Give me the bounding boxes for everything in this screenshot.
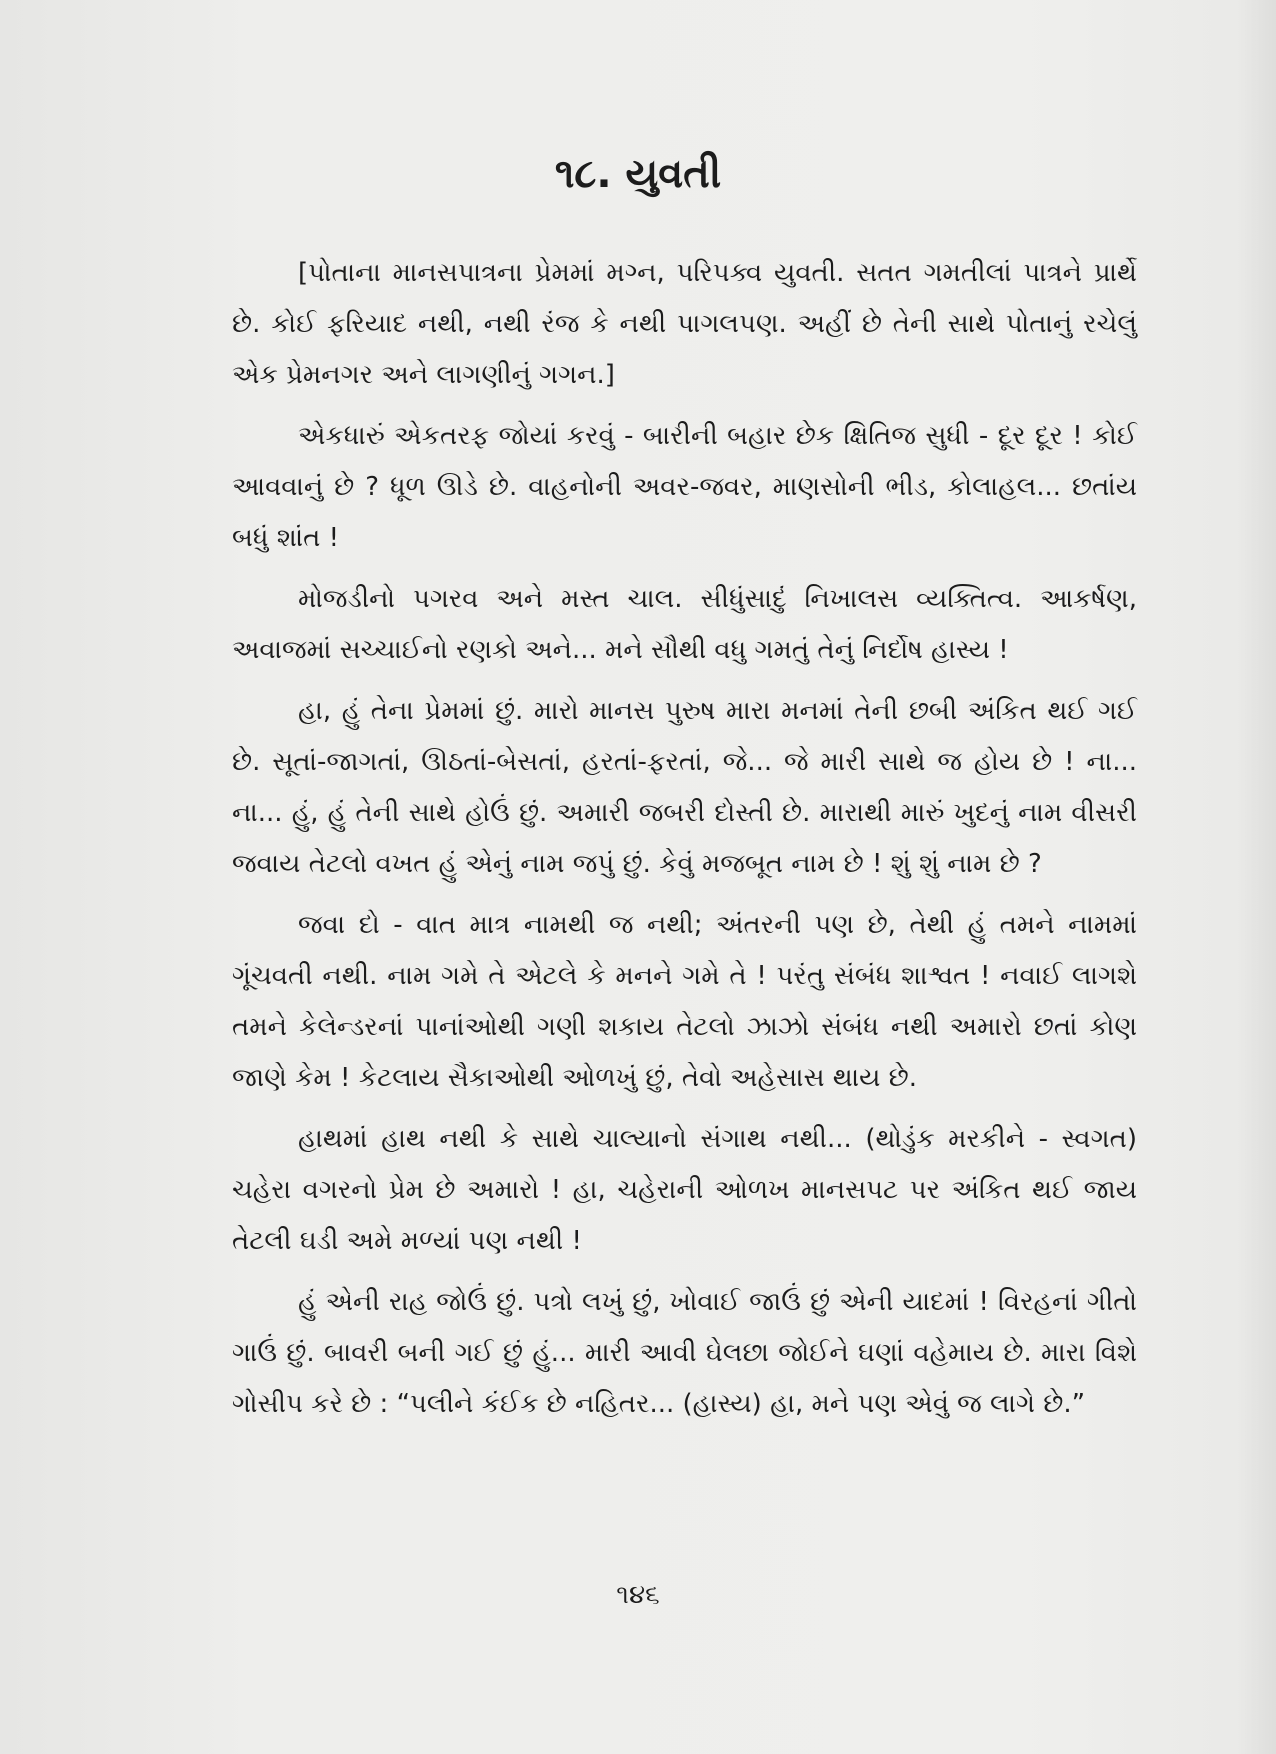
body-paragraph: હું એની રાહ જોઉં છું. પત્રો લખું છું, ખોવાઈ જાઉં છું એની યાદમાં ! વિરહનાં ગીતો ગાઉં છું. બાવરી બની ગઈ છું હું... મારી આવી ઘેલછા જોઈને ઘણાં વહેમાય છે. મારા વિશે ગોસીપ કરે છે : “પલીને કંઈક છે નહિતર... (હાસ્ય) હા, મને પણ એવું જ લાગે છે.” [232,1287,1137,1419]
body-paragraph: જવા દો - વાત માત્ર નામથી જ નથી; અંતરની પણ છે, તેથી હું તમને નામમાં ગૂંચવતી નથી. નામ ગમે તે એટલે કે મનને ગમે તે ! પરંતુ સંબંધ શાશ્વત ! નવાઈ લાગશે તમને કેલેન્ડરનાં પાનાંઓથી ગણી શકાય તેટલો ઝાઝો સંબંધ નથી અમારો છતાં કોણ જાણે કેમ ! કેટલાય સૈકાઓથી ઓળખું છું, તેવો અહેસાસ થાય છે. [232,910,1137,1093]
body-text [232,248,1137,1440]
body-paragraph: હા, હું તેના પ્રેમમાં છું. મારો માનસ પુરુષ મારા મનમાં તેની છબી અંકિત થઈ ગઈ છે. સૂતાં-જાગતાં, ઊઠતાં-બેસતાં, હરતાં-ફરતાં, જે... જે મારી સાથે જ હોય છે ! ના... ના... હું, હું તેની સાથે હોઉં છું. અમારી જબરી દોસ્તી છે. મારાથી મારું ખુદનું નામ વીસરી જવાય તેટલો વખત હું એનું નામ જપું છું. કેવું મજબૂત નામ છે ! શું શું નામ છે ? [232,696,1137,879]
body-paragraph: મોજડીનો પગરવ અને મસ્ત ચાલ. સીધુંસાદું નિખાલસ વ્યક્તિત્વ. આકર્ષણ, અવાજમાં સચ્ચાઈનો રણકો અને... મને સૌથી વધુ ગમતું તેનું નિર્દોષ હાસ્ય ! [232,584,1137,665]
body-paragraph: એકધારું એકતરફ જોયાં કરવું - બારીની બહાર છેક ક્ષિતિજ સુધી - દૂર દૂર ! કોઈ આવવાનું છે ? ધૂળ ઊડે છે. વાહનોની અવર-જવર, માણસોની ભીડ, કોલાહલ... છતાંય બધું શાંત ! [232,421,1137,553]
intro-paragraph: [પોતાના માનસપાત્રના પ્રેમમાં મગ્ન, પરિપક્વ યુવતી. સતત ગમતીલાં પાત્રને પ્રાર્થે છે. કોઈ ફરિયાદ નથી, નથી રંજ કે નથી પાગલપણ. અહીં છે તેની સાથે પોતાનું રચેલું એક પ્રેમનગર અને લાગણીનું ગગન.] [232,258,1137,390]
page-number: ૧૪૬ [616,1580,660,1610]
body-paragraph: હાથમાં હાથ નથી કે સાથે ચાલ્યાનો સંગાથ નથી... (થોડુંક મરકીને - સ્વગત) ચહેરા વગરનો પ્રેમ છે અમારો ! હા, ચહેરાની ઓળખ માનસપટ પર અંકિત થઈ જાય તેટલી ઘડી અમે મળ્યાં પણ નથી ! [232,1124,1137,1256]
chapter-title: ૧૮. યુવતી [554,151,722,197]
page-edge-shadow [1236,0,1276,1754]
